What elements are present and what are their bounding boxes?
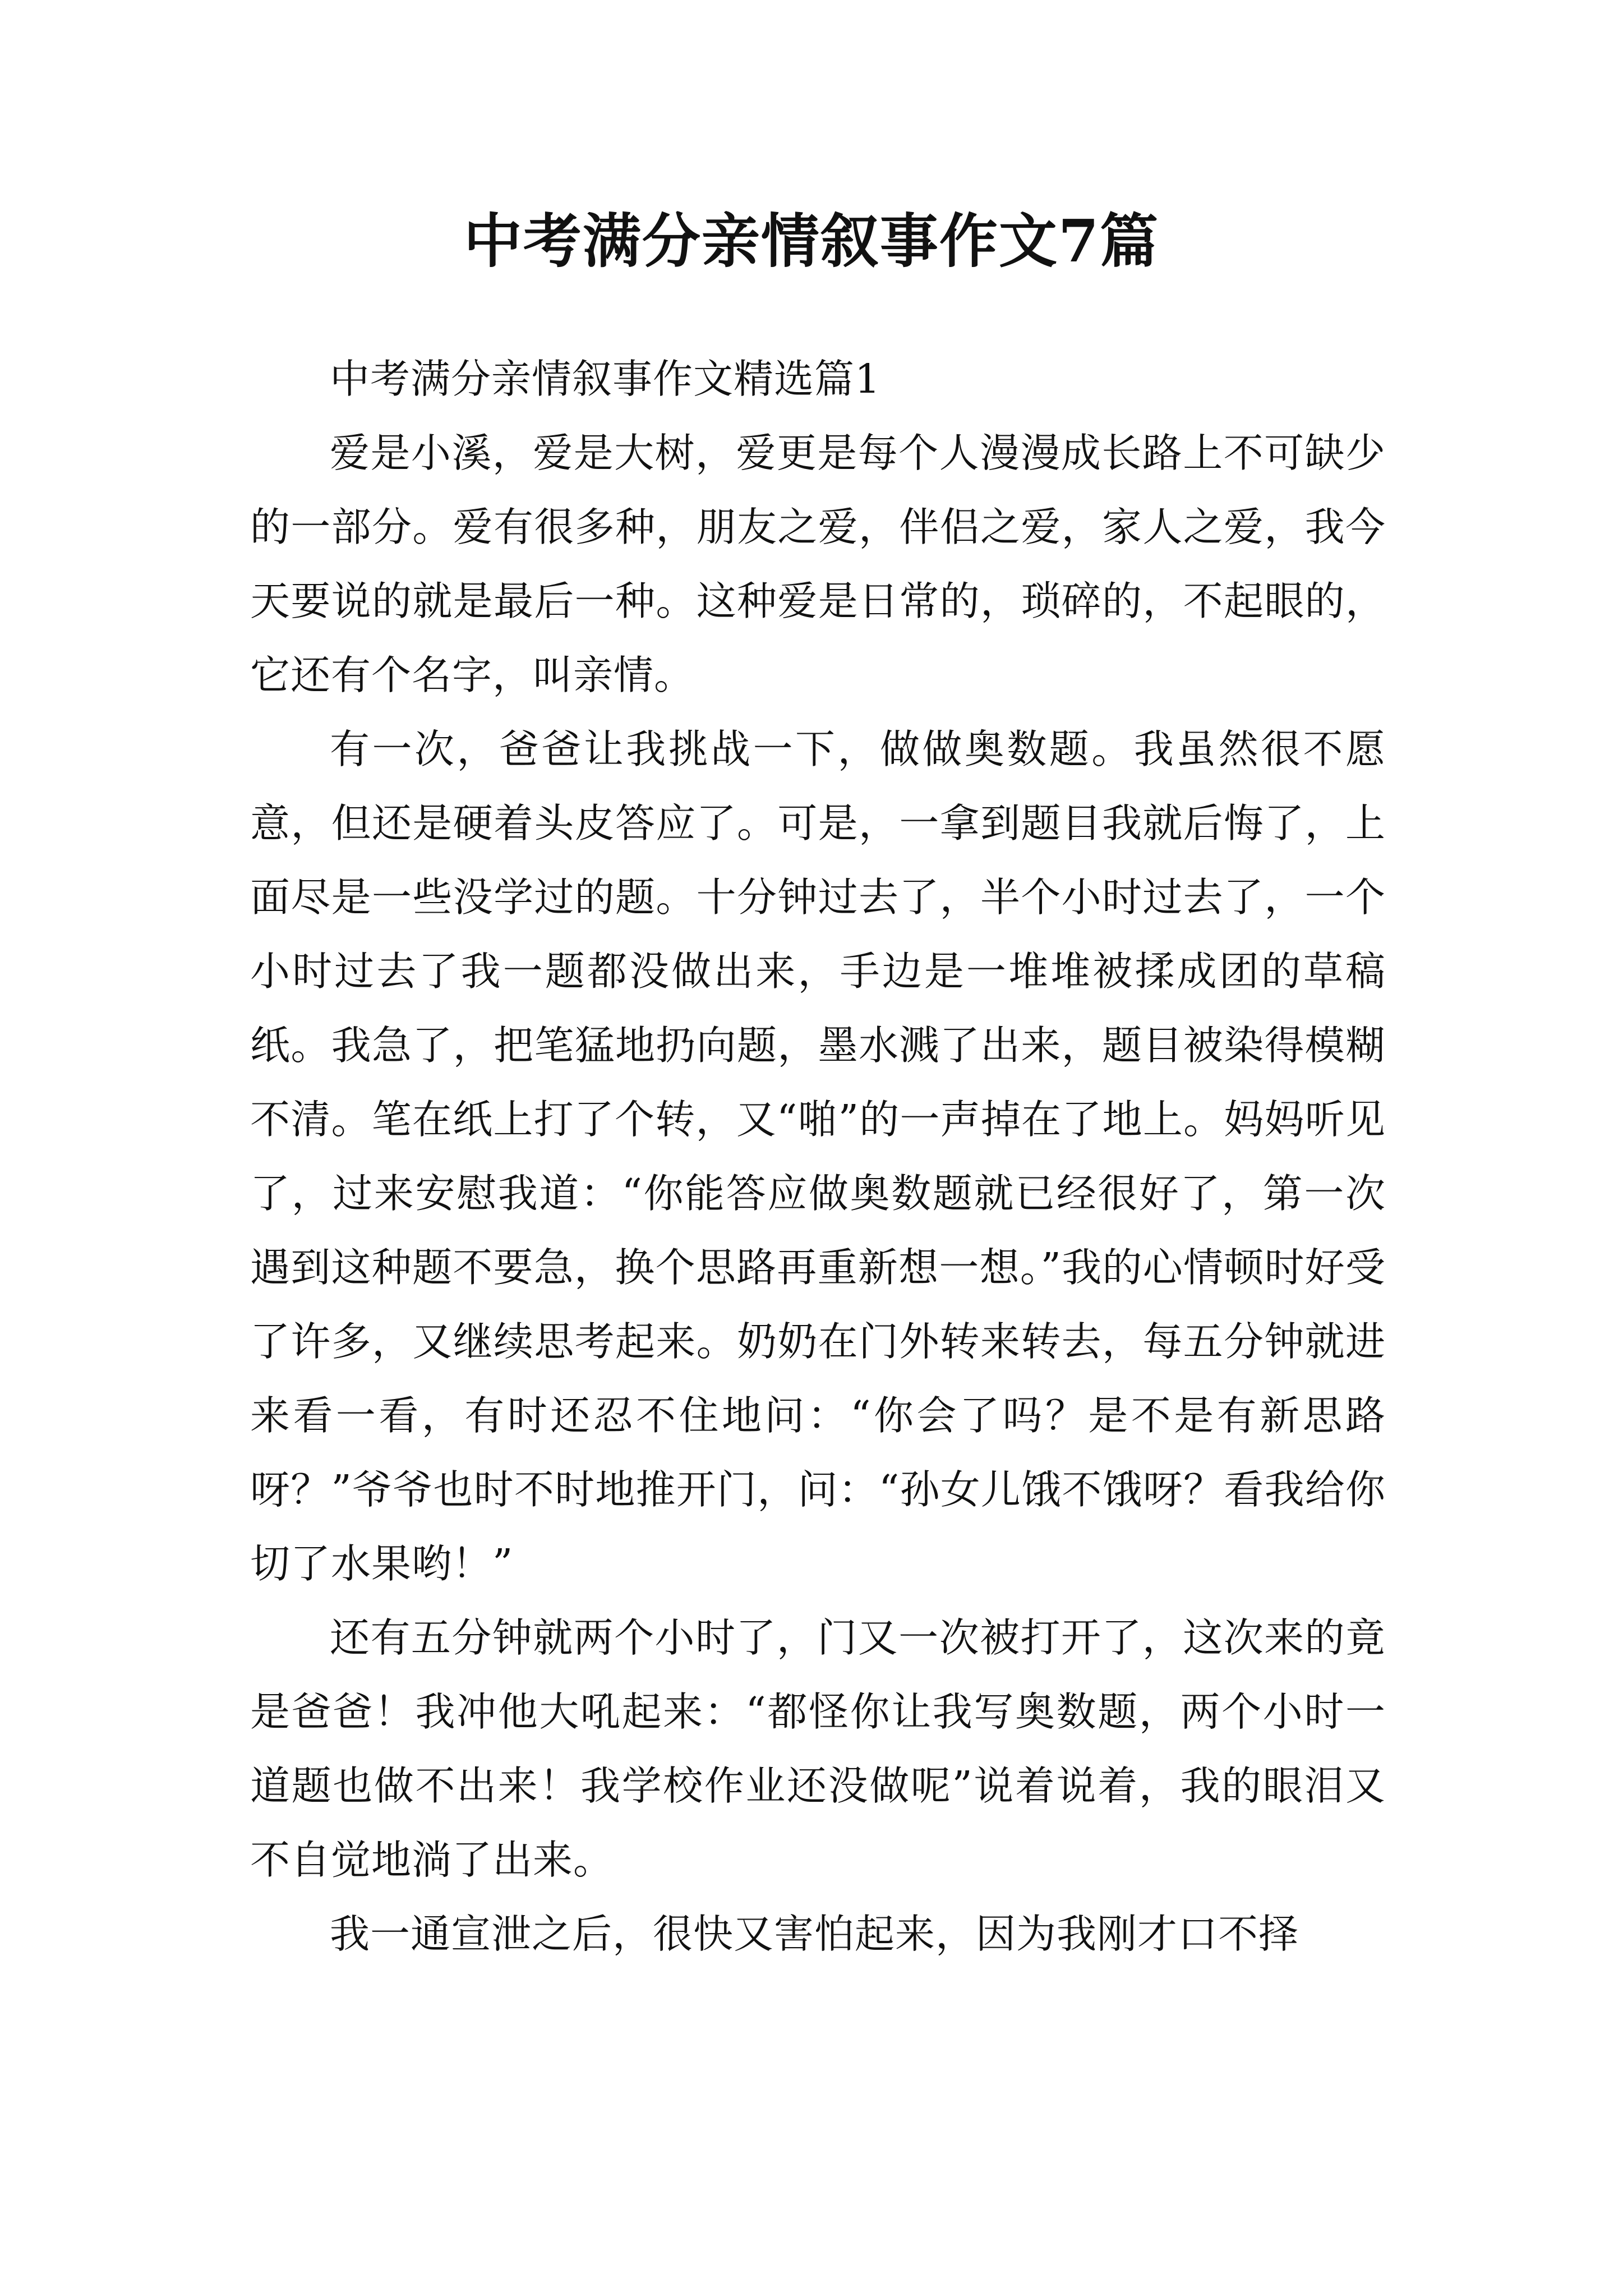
paragraph: 还有五分钟就两个小时了，门又一次被打开了，这次来的竟是爸爸！我冲他大吼起来：“都怪你让我写奥数题，两个小时一道题也做不出来！我学校作业还没做呢”说着说着，我的眼泪又不自觉地淌了出来。 <box>250 1614 1386 1883</box>
document-title: 中考满分亲情叙事作文7篇 <box>463 206 1160 275</box>
paragraph: 我一通宣泄之后，很快又害怕起来，因为我刚才口不择 <box>330 1911 1299 1957</box>
paragraph: 有一次，爸爸让我挑战一下，做做奥数题。我虽然很不愿意，但还是硬着头皮答应了。可是，一拿到题目我就后悔了，上面尽是一些没学过的题。十分钟过去了，半个小时过去了，一个小时过去了我一题都没做出来，手边是一堆堆被揉成团的草稿纸。我急了，把笔猛地扔向题，墨水溅了出来，题目被染得模糊不清。笔在纸上打了个转，又“啪”的一声掉在了地上。妈妈听见了，过来安慰我道：“你能答应做奥数题就已经很好了，第一次遇到这种题不要急，换个思路再重新想一想。”我的心情顿时好受了许多，又继续思考起来。奶奶在门外转来转去，每五分钟就进来看一看，有时还忍不住地问：“你会了吗？是不是有新思路呀？”爷爷也时不时地推开门，问：“孙女儿饿不饿呀？看我给你切了水果哟！” <box>250 726 1386 1587</box>
paragraph: 爱是小溪，爱是大树，爱更是每个人漫漫成长路上不可缺少的一部分。爱有很多种，朋友之爱，伴侣之爱，家人之爱，我今天要说的就是最后一种。这种爱是日常的，琐碎的，不起眼的，它还有个名字，叫亲情。 <box>250 430 1386 698</box>
document-body <box>250 342 1386 1971</box>
section-heading: 中考满分亲情叙事作文精选篇1 <box>330 356 881 402</box>
